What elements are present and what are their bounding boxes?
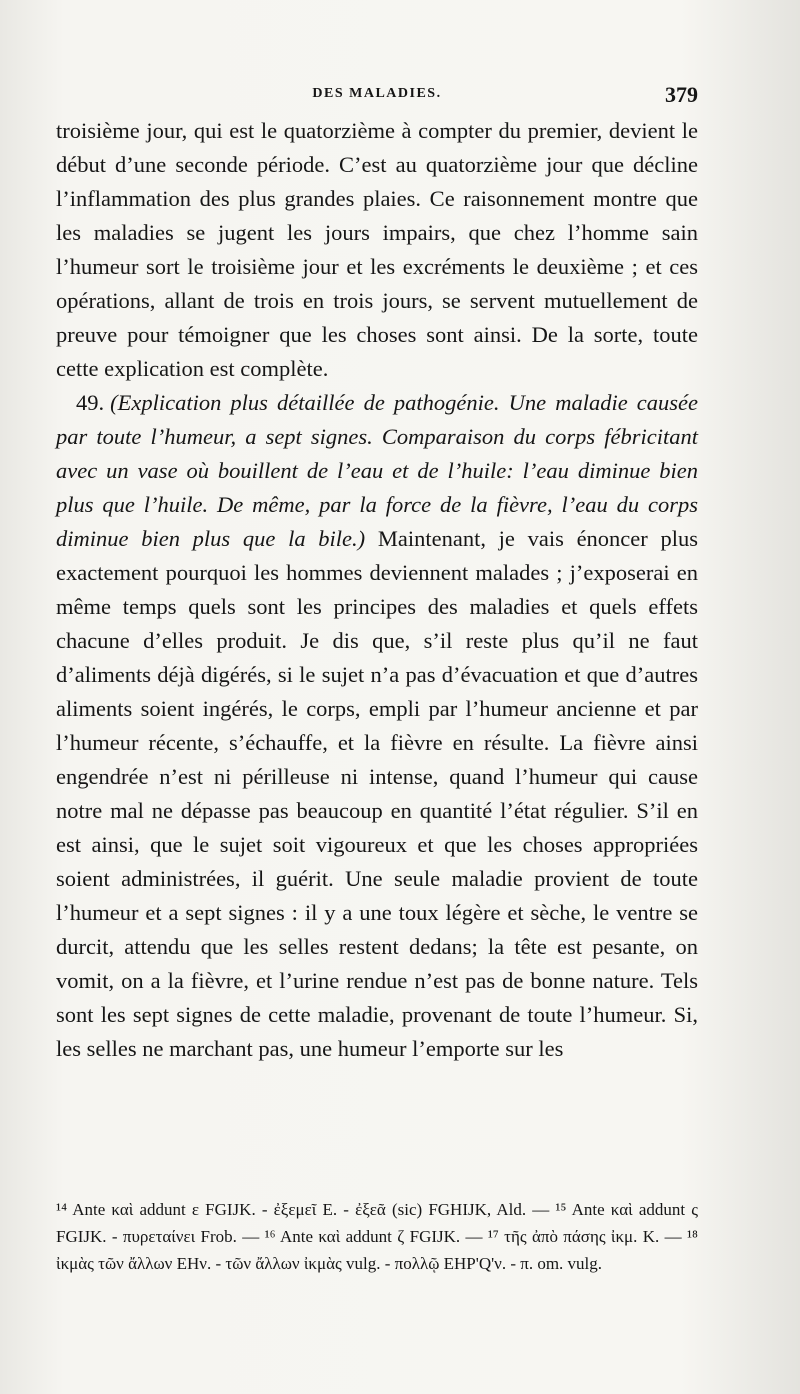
page-number: 379	[665, 82, 698, 107]
section-summary: (Explication plus détaillée de pathogénie. Une maladie causée par toute l’humeur, a sept signes. Comparaison du corps fébricitant avec un vase où bouillent de l’eau et de l’huile: l’eau diminue bien plus que l’huile. De même, par la force de la fièvre, l’eau du corps diminue bien plus que la bile.)	[56, 390, 698, 551]
paragraph-49	[56, 386, 698, 1066]
body-text	[56, 114, 698, 1066]
paragraph-49-text: Maintenant, je vais énoncer plus exactement pourquoi les hommes deviennent malades ; j’exposerai en même temps quels sont les principes des maladies et quels effets chacune d’elles produit. Je dis que, s’il reste plus qu’il ne faut d’aliments déjà digérés, si le sujet n’a pas d’évacuation et que d’autres aliments soient ingérés, le corps, empli par l’humeur ancienne et par l’humeur récente, s’échauffe, et la fièvre en résulte. La fièvre ainsi engendrée n’est ni périlleuse ni intense, quand l’humeur qui cause notre mal ne dépasse pas beaucoup en quantité l’état régulier. S’il en est ainsi, que le sujet soit vigoureux et que les choses appropriées soient administrées, il guérit. Une seule maladie provient de toute l’humeur et a sept signes : il y a une toux légère et sèche, le ventre se durcit, attendu que les selles restent dedans; la tête est pesante, on vomit, on a la fièvre, et l’urine rendue n’est pas de bonne nature. Tels sont les sept signes de cette maladie, provenant de toute l’humeur. Si, les selles ne marchant pas, une humeur l’emporte sur les	[56, 526, 698, 1061]
paragraph-1-text: troisième jour, qui est le quatorzième à compter du premier, devient le début d’une seconde période. C’est au quatorzième jour que décline l’inflammation des plus grandes plaies. Ce raisonnement montre que les maladies se jugent les jours impairs, que chez l’homme sain l’humeur sort le troisième jour et les excréments le deuxième ; et ces opérations, allant de trois en trois jours, se servent mutuellement de preuve pour témoigner que les choses sont ainsi. De la sorte, toute cette explication est complète.	[56, 118, 698, 381]
section-number: 49.	[76, 390, 105, 415]
page-header	[56, 82, 698, 112]
paragraph-1	[56, 114, 698, 386]
running-head: DES MALADIES.	[312, 86, 442, 101]
footnotes: ¹⁴ Ante καὶ addunt ε FGIJK. - ἐξεμεῖ E. - ἐξεᾶ (sic) FGHIJK, Ald. — ¹⁵ Ante καὶ addunt ς FGIJK. - πυρεταίνει Frob. — ¹⁶ Ante καὶ addunt ζ FGIJK. — ¹⁷ τῆς ἀπὸ πάσης ἰκμ. K. — ¹⁸ ἰκμὰς τῶν ἄλλων EHν. - τῶν ἄλλων ἰκμὰς vulg. - πολλῷ EHP'Q'ν. - π. om. vulg.	[56, 1200, 698, 1273]
